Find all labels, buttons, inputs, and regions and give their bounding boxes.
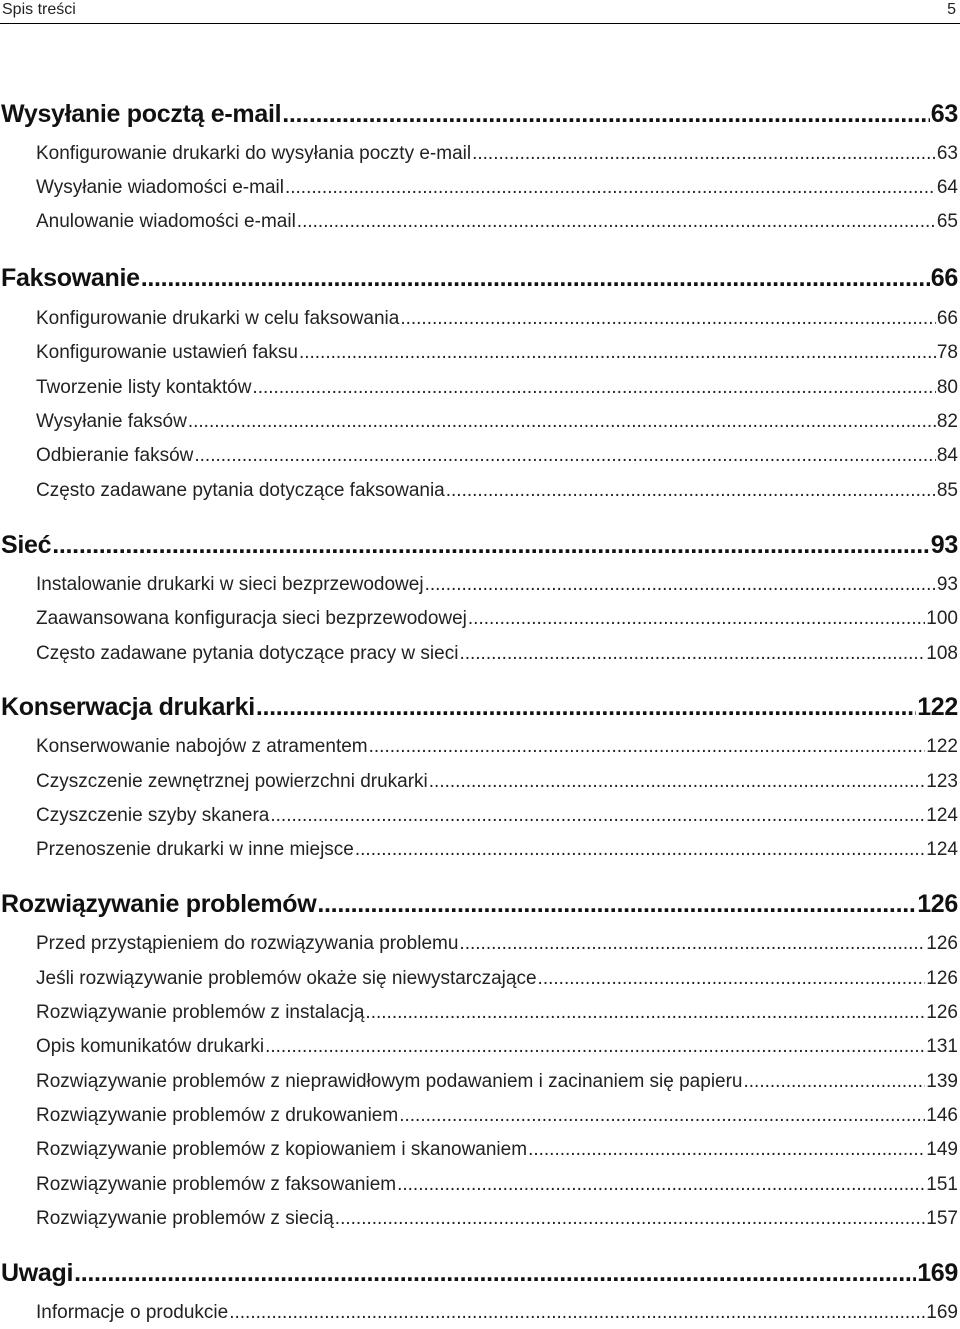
dot-leader (229, 1302, 925, 1324)
toc-section-title: Sieć (1, 531, 52, 559)
toc-section-title: Konserwacja drukarki (1, 693, 255, 721)
toc-section-page-number: 126 (917, 890, 958, 918)
dot-leader (252, 377, 935, 399)
toc-entry[interactable] (36, 411, 958, 433)
toc-entry-title: Konfigurowanie ustawień faksu (36, 342, 298, 363)
toc-entry[interactable] (36, 342, 958, 364)
toc-entry-page-number: 126 (926, 1002, 958, 1023)
toc-entry-title: Rozwiązywanie problemów z kopiowaniem i skanowaniem (36, 1139, 528, 1160)
toc-section-heading[interactable] (1, 890, 958, 919)
toc-entry-title: Wysyłanie wiadomości e-mail (36, 177, 284, 198)
toc-entry-title: Jeśli rozwiązywanie problemów okaże się niewystarczające (36, 968, 537, 989)
toc-section-title: Rozwiązywanie problemów (1, 890, 317, 918)
toc-section-heading[interactable] (1, 531, 958, 560)
toc-section-page-number: 63 (930, 100, 958, 128)
toc-entry-page-number: 123 (926, 771, 958, 792)
toc-entry[interactable] (36, 211, 958, 233)
toc-entry-title: Konserwowanie nabojów z atramentem (36, 736, 368, 757)
dot-leader (446, 480, 936, 502)
toc-entry-title: Opis komunikatów drukarki (36, 1036, 265, 1057)
toc-entry-title: Często zadawane pytania dotyczące pracy w sieci (36, 643, 459, 664)
toc-section-page-number: 169 (917, 1259, 958, 1287)
toc-entry[interactable] (36, 736, 958, 758)
toc-entry-title: Konfigurowanie drukarki do wysyłania poczty e-mail (36, 143, 472, 164)
toc-entry[interactable] (36, 968, 958, 990)
dot-leader (317, 890, 916, 919)
toc-entry-title: Tworzenie listy kontaktów (36, 377, 252, 398)
toc-entry[interactable] (36, 1208, 958, 1230)
toc-entry-title: Zaawansowana konfiguracja sieci bezprzewodowej (36, 608, 467, 629)
toc-section-page-number: 122 (917, 693, 958, 721)
toc-entry-page-number: 124 (926, 805, 958, 826)
toc-section-title: Faksowanie (1, 264, 140, 292)
dot-leader (399, 1105, 925, 1127)
toc-entry-page-number: 93 (936, 574, 958, 595)
toc-entry-page-number: 139 (926, 1071, 958, 1092)
dot-leader (365, 1002, 925, 1024)
toc-entry-title: Rozwiązywanie problemów z drukowaniem (36, 1105, 399, 1126)
toc-entry-title: Przenoszenie drukarki w inne miejsce (36, 839, 354, 860)
dot-leader (397, 1174, 925, 1196)
dot-leader (459, 933, 925, 955)
toc-section-heading[interactable] (1, 1259, 958, 1288)
toc-section-page-number: 66 (930, 264, 958, 292)
toc-entry[interactable] (36, 1036, 958, 1058)
toc-entry[interactable] (36, 308, 958, 330)
dot-leader (538, 968, 926, 990)
dot-leader (369, 736, 926, 758)
toc-entry-page-number: 65 (936, 211, 958, 232)
toc-entry-title: Wysyłanie faksów (36, 411, 187, 432)
toc-entry-title: Instalowanie drukarki w sieci bezprzewodowej (36, 574, 424, 595)
toc-entry-title: Odbieranie faksów (36, 445, 194, 466)
toc-section-title: Wysyłanie pocztą e-mail (1, 100, 282, 128)
toc-entry-page-number: 126 (926, 933, 958, 954)
dot-leader (335, 1208, 926, 1230)
dot-leader (265, 1036, 925, 1058)
toc-entry-page-number: 66 (936, 308, 958, 329)
toc-entry-title: Często zadawane pytania dotyczące faksowania (36, 480, 445, 501)
dot-leader (744, 1071, 926, 1093)
toc-section-heading[interactable] (1, 264, 958, 293)
toc-entry-title: Informacje o produkcie (36, 1302, 229, 1323)
dot-leader (459, 643, 925, 665)
dot-leader (285, 177, 936, 199)
toc-entry-page-number: 82 (936, 411, 958, 432)
toc-entry[interactable] (36, 177, 958, 199)
toc-entry-page-number: 80 (936, 377, 958, 398)
dot-leader (425, 574, 936, 596)
toc-entry[interactable] (36, 574, 958, 596)
toc-entry-title: Rozwiązywanie problemów z nieprawidłowym podawaniem i zacinaniem się papieru (36, 1071, 743, 1092)
dot-leader (468, 608, 925, 630)
dot-leader (282, 100, 930, 129)
dot-leader (74, 1259, 916, 1288)
toc-section-heading[interactable] (1, 693, 958, 722)
dot-leader (355, 839, 925, 861)
toc-entry[interactable] (36, 143, 958, 165)
toc-section-title: Uwagi (1, 1259, 74, 1287)
toc-entry-title: Konfigurowanie drukarki w celu faksowania (36, 308, 400, 329)
dot-leader (141, 264, 930, 293)
dot-leader (297, 211, 936, 233)
dot-leader (256, 693, 916, 722)
toc-entry[interactable] (36, 480, 958, 502)
toc-entry-page-number: 85 (936, 480, 958, 501)
toc-entry[interactable] (36, 1139, 958, 1161)
toc-entry-page-number: 131 (926, 1036, 958, 1057)
toc-entry-title: Czyszczenie szyby skanera (36, 805, 270, 826)
toc-entry[interactable] (36, 1105, 958, 1127)
toc-entry-page-number: 108 (926, 643, 958, 664)
toc-entry-page-number: 124 (926, 839, 958, 860)
toc-entry[interactable] (36, 445, 958, 467)
toc-entry-title: Czyszczenie zewnętrznej powierzchni drukarki (36, 771, 428, 792)
dot-leader (52, 531, 930, 560)
toc-entry-title: Rozwiązywanie problemów z siecią (36, 1208, 334, 1229)
toc-entry[interactable] (36, 643, 958, 665)
dot-leader (194, 445, 935, 467)
toc-entry-page-number: 78 (936, 342, 958, 363)
toc-entry[interactable] (36, 933, 958, 955)
toc-entry[interactable] (36, 377, 958, 399)
toc-entry[interactable] (36, 1302, 958, 1324)
toc-entry-page-number: 157 (926, 1208, 958, 1229)
toc-entry[interactable] (36, 839, 958, 861)
toc-entry-page-number: 84 (936, 445, 958, 466)
dot-leader (299, 342, 936, 364)
toc-entry[interactable] (36, 1071, 958, 1093)
toc-entry-page-number: 63 (936, 143, 958, 164)
page-header (0, 0, 960, 24)
toc-entry-title: Rozwiązywanie problemów z instalacją (36, 1002, 365, 1023)
running-header-title: Spis treści (2, 1, 76, 18)
toc-entry-title: Przed przystąpieniem do rozwiązywania problemu (36, 933, 459, 954)
toc-section-page-number: 93 (930, 531, 958, 559)
toc-entry[interactable] (36, 805, 958, 827)
dot-leader (400, 308, 936, 330)
toc-entry[interactable] (36, 1174, 958, 1196)
toc-entry-page-number: 146 (926, 1105, 958, 1126)
dot-leader (528, 1139, 925, 1161)
toc-entry[interactable] (36, 771, 958, 793)
toc-entry-page-number: 64 (936, 177, 958, 198)
toc-entry-page-number: 126 (926, 968, 958, 989)
toc-entry-page-number: 151 (926, 1174, 958, 1195)
toc-section-heading[interactable] (1, 100, 958, 129)
dot-leader (472, 143, 936, 165)
running-header-page-number: 5 (947, 1, 956, 18)
dot-leader (270, 805, 925, 827)
toc-entry-page-number: 100 (926, 608, 958, 629)
dot-leader (188, 411, 936, 433)
toc-entry-title: Anulowanie wiadomości e-mail (36, 211, 296, 232)
toc-entry[interactable] (36, 608, 958, 630)
toc-entry-page-number: 149 (926, 1139, 958, 1160)
toc-entry-title: Rozwiązywanie problemów z faksowaniem (36, 1174, 397, 1195)
toc-entry[interactable] (36, 1002, 958, 1024)
toc-entry-page-number: 122 (926, 736, 958, 757)
toc-entry-page-number: 169 (926, 1302, 958, 1323)
dot-leader (429, 771, 926, 793)
